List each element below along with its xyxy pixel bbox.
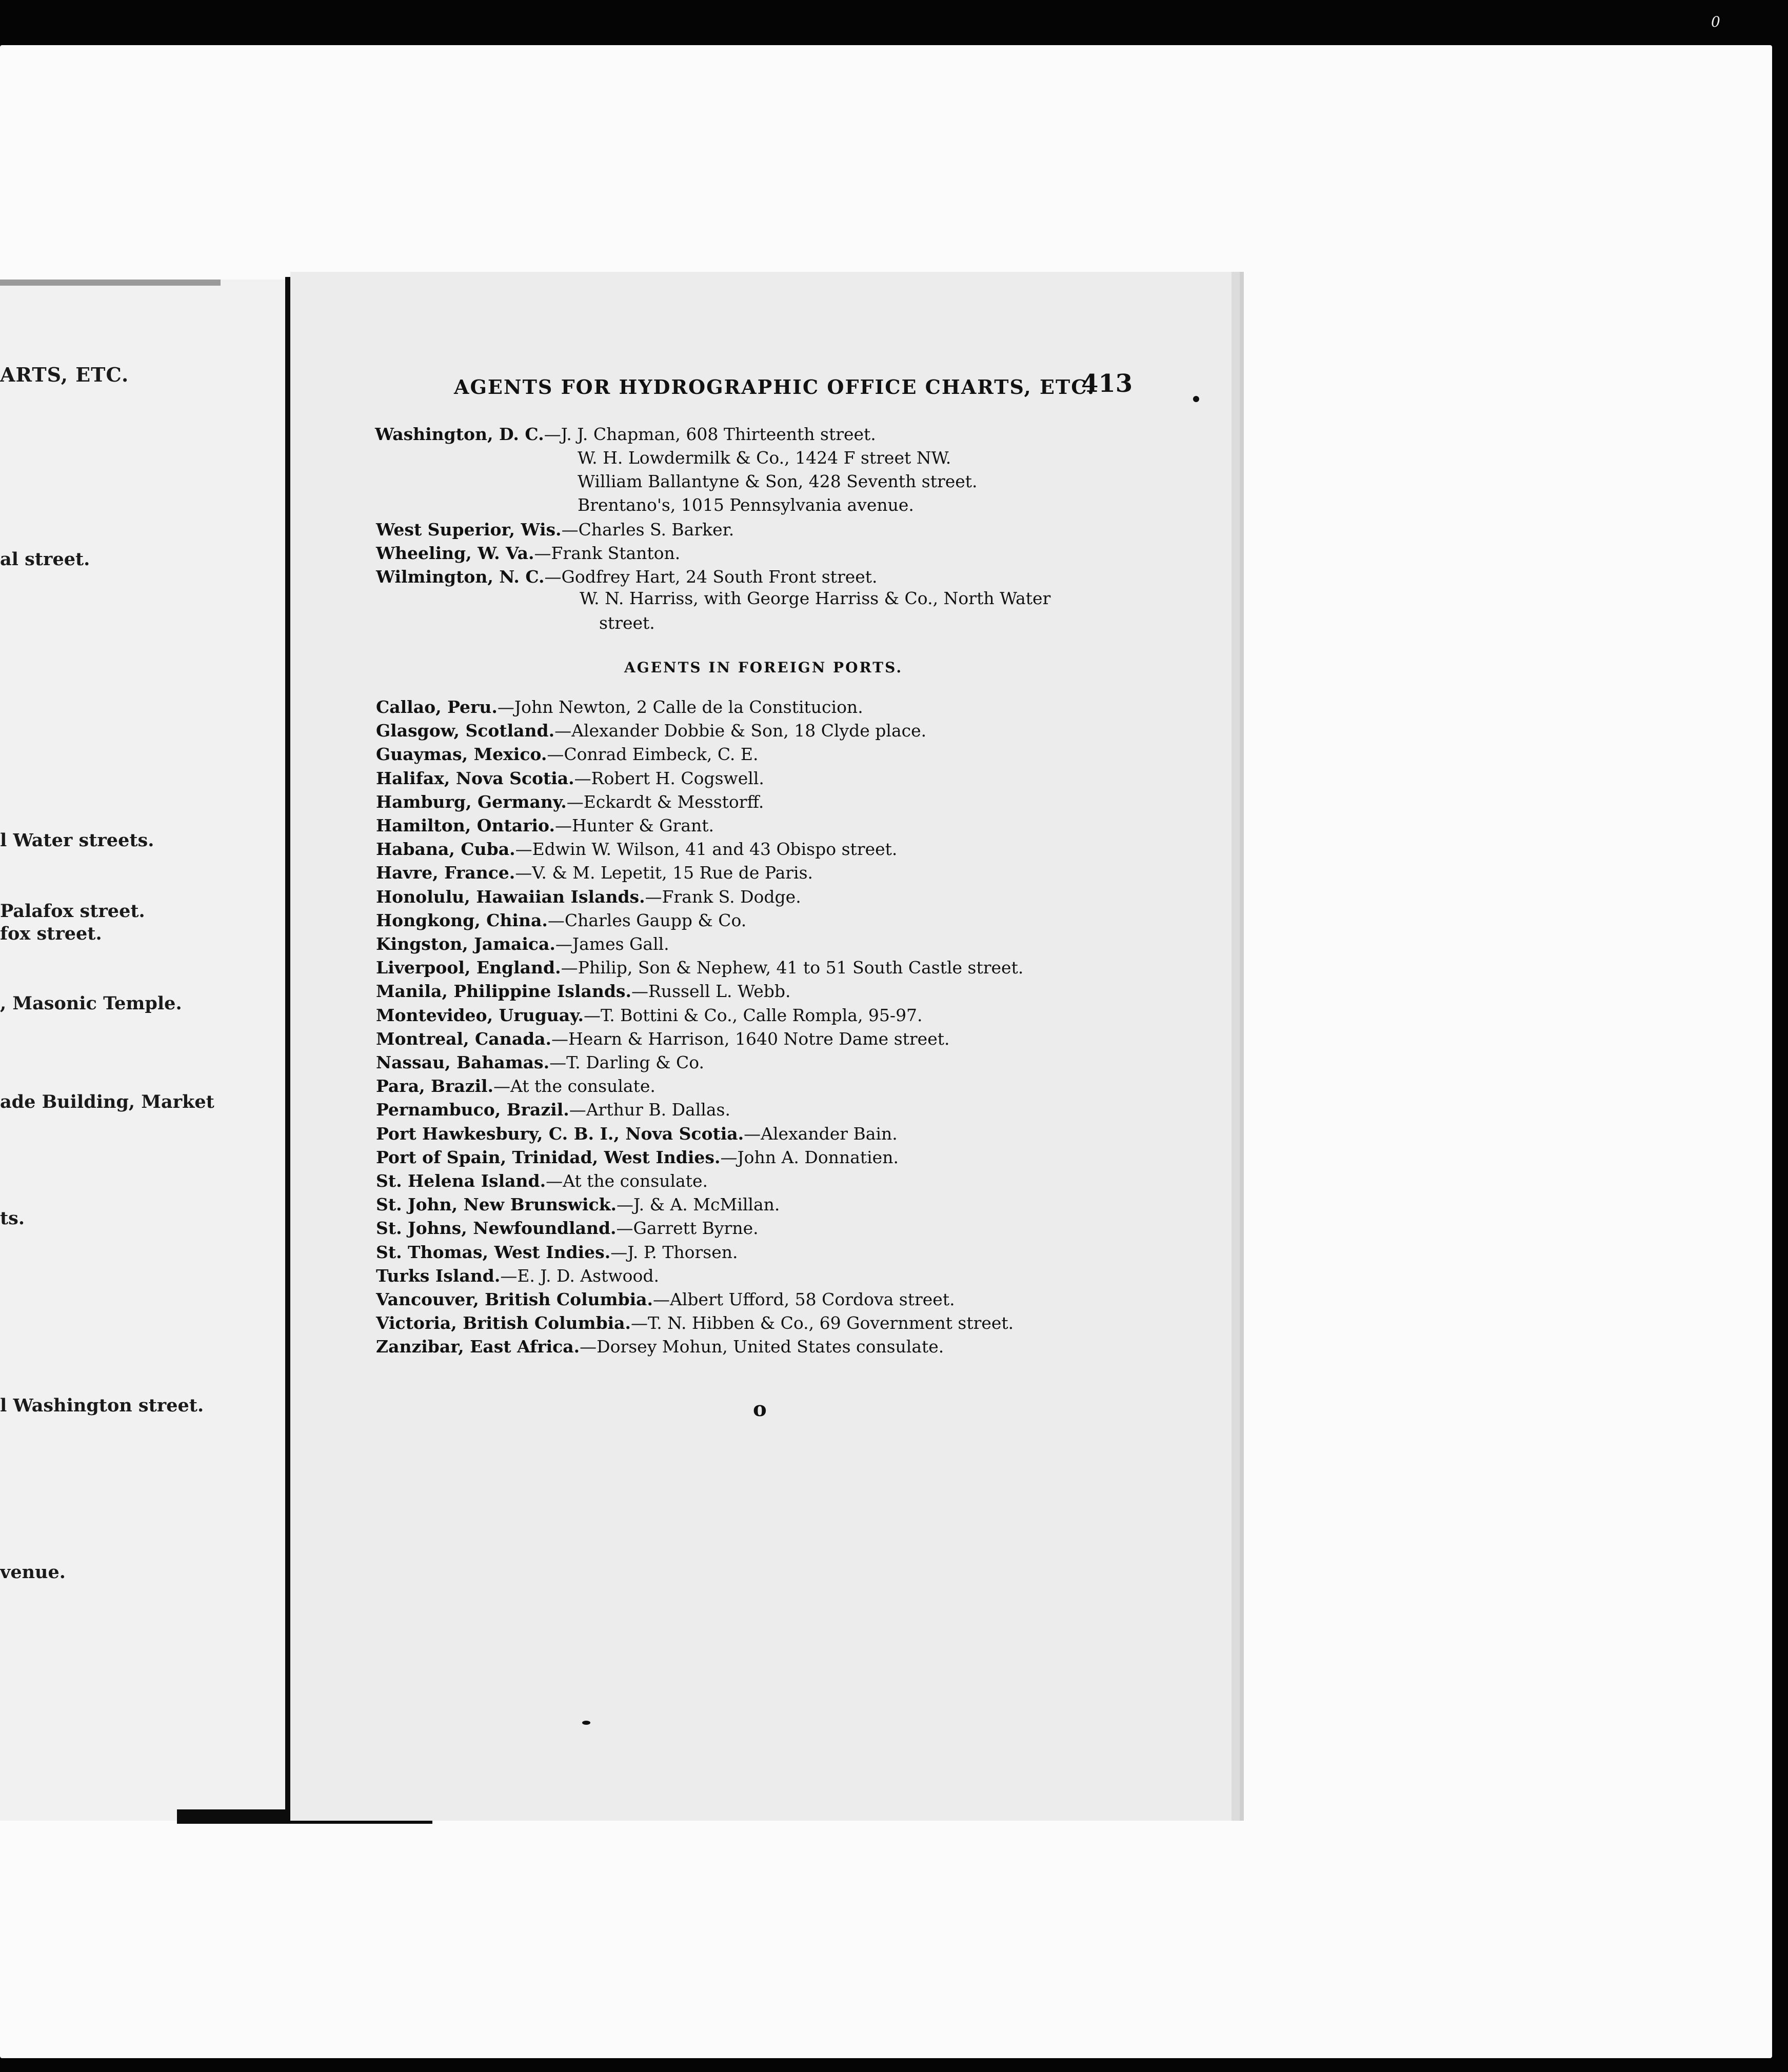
agent-details: —John A. Donnatien. [720,1147,899,1167]
agent-details: —T. N. Hibben & Co., 69 Government street. [631,1313,1014,1333]
agent-place: St. John, New Brunswick. [376,1194,617,1215]
agent-entry [376,1030,949,1047]
agent-details: —Frank S. Dodge. [645,886,801,907]
agent-entry [376,568,878,585]
agent-place: Manila, Philippine Islands. [376,981,631,1002]
agent-entry [376,793,764,810]
left-page-line: ts. [0,1208,25,1229]
left-page-line: fox street. [0,923,102,944]
agent-place: Nassau, Bahamas. [376,1052,550,1072]
binding-bar [285,277,290,1821]
agent-entry [376,1220,759,1237]
agent-details: —Philip, Son & Nephew, 41 to 51 South Castle street. [561,958,1024,978]
agent-entry [376,1125,898,1142]
left-page-line: l Washington street. [0,1395,204,1416]
agent-place: Pernambuco, Brazil. [376,1100,569,1120]
agent-details: —V. & M. Lepetit, 15 Rue de Paris. [515,863,813,883]
ink-speck [1193,396,1199,402]
agent-entry [376,864,813,881]
agent-details: —Albert Ufford, 58 Cordova street. [653,1289,955,1309]
agent-entry [376,1267,659,1284]
agent-place: Hongkong, China. [376,910,548,930]
agent-entry [376,1291,955,1308]
agent-entry [376,817,714,834]
page-number: 413 [1081,369,1133,398]
agent-details: —Dorsey Mohun, United States consulate. [580,1337,944,1357]
agent-entry [578,473,978,490]
left-page-edge-shadow [0,280,221,286]
agent-entry [376,1149,899,1166]
corner-mark: 0 [1711,13,1720,30]
agent-entry [376,1054,704,1071]
agent-details: street. [599,613,655,633]
agent-place: West Superior, Wis. [376,520,562,540]
agent-entry [376,912,746,929]
agent-place: Victoria, British Columbia. [376,1313,631,1333]
agent-details: W. H. Lowdermilk & Co., 1424 F street NW. [578,448,951,468]
left-page-line: venue. [0,1562,66,1583]
agent-details: —Charles Gaupp & Co. [547,910,747,930]
agent-entry [376,1338,944,1355]
left-page-line: ade Building, Market [0,1091,214,1112]
agent-details: —E. J. D. Astwood. [500,1265,659,1286]
agent-entry [376,1314,1014,1331]
agent-details: —Godfrey Hart, 24 South Front street. [544,567,878,587]
agent-details: —At the consulate. [493,1076,655,1097]
agent-entry [376,935,669,952]
agent-details: —T. Darling & Co. [549,1052,704,1072]
agent-entry [375,426,876,443]
agent-place: Halifax, Nova Scotia. [376,768,574,788]
agent-entry [376,770,764,787]
agent-details: —Charles S. Barker. [561,520,734,540]
agent-place: Montreal, Canada. [376,1028,552,1049]
agent-details: —Russell L. Webb. [631,981,791,1002]
agent-entry [376,545,680,562]
agent-entry [376,722,926,739]
agent-details: —J. J. Chapman, 608 Thirteenth street. [544,424,876,444]
agent-entry [376,983,790,1000]
agent-details: —Edwin W. Wilson, 41 and 43 Obispo street. [515,839,898,860]
agent-entry [376,1172,708,1189]
agent-place: Liverpool, England. [376,958,561,978]
agent-place: Wilmington, N. C. [376,567,545,587]
agent-details: —J. P. Thorsen. [610,1242,738,1262]
agent-place: Kingston, Jamaica. [376,934,555,954]
agent-details: —Robert H. Cogswell. [574,768,764,788]
agent-place: Vancouver, British Columbia. [376,1289,653,1309]
agent-place: Washington, D. C. [375,424,544,444]
ink-speck [582,1721,590,1725]
agent-place: Honolulu, Hawaiian Islands. [376,886,645,907]
agent-details: —Eckardt & Messtorff. [566,791,764,812]
agent-details: —T. Bottini & Co., Calle Rompla, 95-97. [584,1005,923,1025]
agent-entry [578,449,951,466]
agent-details: —Hunter & Grant. [554,815,714,835]
agent-details: —Alexander Dobbie & Son, 18 Clyde place. [554,721,927,741]
running-head: AGENTS FOR HYDROGRAPHIC OFFICE CHARTS, ETC. [454,375,1096,399]
agent-place: Port Hawkesbury, C. B. I., Nova Scotia. [376,1123,744,1144]
left-page-line: , Masonic Temple. [0,993,182,1014]
agent-place: Hamburg, Germany. [376,791,567,812]
agent-entry [578,496,914,513]
agent-place: Guaymas, Mexico. [376,744,547,765]
agent-place: Port of Spain, Trinidad, West Indies. [376,1147,721,1167]
agent-place: Montevideo, Uruguay. [376,1005,584,1025]
agent-place: Turks Island. [376,1265,501,1286]
agent-entry [376,1076,655,1097]
agent-place: St. Johns, Newfoundland. [376,1218,617,1239]
agent-entry [376,841,897,858]
agent-entry [376,959,1023,976]
agent-place: Para, Brazil. [376,1076,494,1097]
agent-place: Wheeling, W. Va. [376,543,534,563]
agent-place: Zanzibar, East Africa. [376,1337,580,1357]
agent-place: Glasgow, Scotland. [376,721,555,741]
left-page-line: al street. [0,549,90,570]
agent-details: —Conrad Eimbeck, C. E. [547,744,759,765]
agent-entry [376,1196,780,1213]
agent-details: Brentano's, 1015 Pennsylvania avenue. [578,495,914,515]
agent-entry [599,614,655,631]
agent-place: St. Thomas, West Indies. [376,1242,611,1262]
agent-place: Havre, France. [376,863,515,883]
agent-place: Hamilton, Ontario. [376,815,555,835]
end-mark: o [753,1397,767,1421]
agent-entry [580,590,1050,607]
agent-details: —Garrett Byrne. [616,1218,759,1239]
left-page-line: Palafox street. [0,901,145,922]
agent-entry [376,699,863,715]
agent-entry [376,521,734,538]
left-page-running-head: ARTS, ETC. [0,363,129,386]
agent-details: —At the consulate. [546,1171,708,1191]
agent-place: Callao, Peru. [376,697,498,717]
agent-details: —Frank Stanton. [534,543,681,563]
agent-details: —Arthur B. Dallas. [569,1100,730,1120]
foreign-ports-heading: AGENTS IN FOREIGN PORTS. [624,659,903,676]
agent-place: St. Helena Island. [376,1171,546,1191]
agent-details: —James Gall. [555,934,669,954]
agent-details: —J. & A. McMillan. [616,1194,780,1215]
agent-place: Habana, Cuba. [376,839,515,860]
agent-details: —John Newton, 2 Calle de la Constitucion. [497,697,863,717]
left-page-line: l Water streets. [0,830,154,851]
agent-entry [376,888,801,905]
agent-entry [376,1007,923,1024]
left-page-fragment [0,280,285,1821]
agent-entry [376,1244,738,1261]
agent-details: William Ballantyne & Son, 428 Seventh street. [578,471,978,491]
agent-entry [376,746,758,763]
agent-entry [376,1101,730,1118]
agent-details: —Alexander Bain. [744,1123,898,1144]
agent-details: W. N. Harriss, with George Harriss & Co., North Water [580,588,1051,608]
agent-details: —Hearn & Harrison, 1640 Notre Dame street. [551,1028,950,1049]
